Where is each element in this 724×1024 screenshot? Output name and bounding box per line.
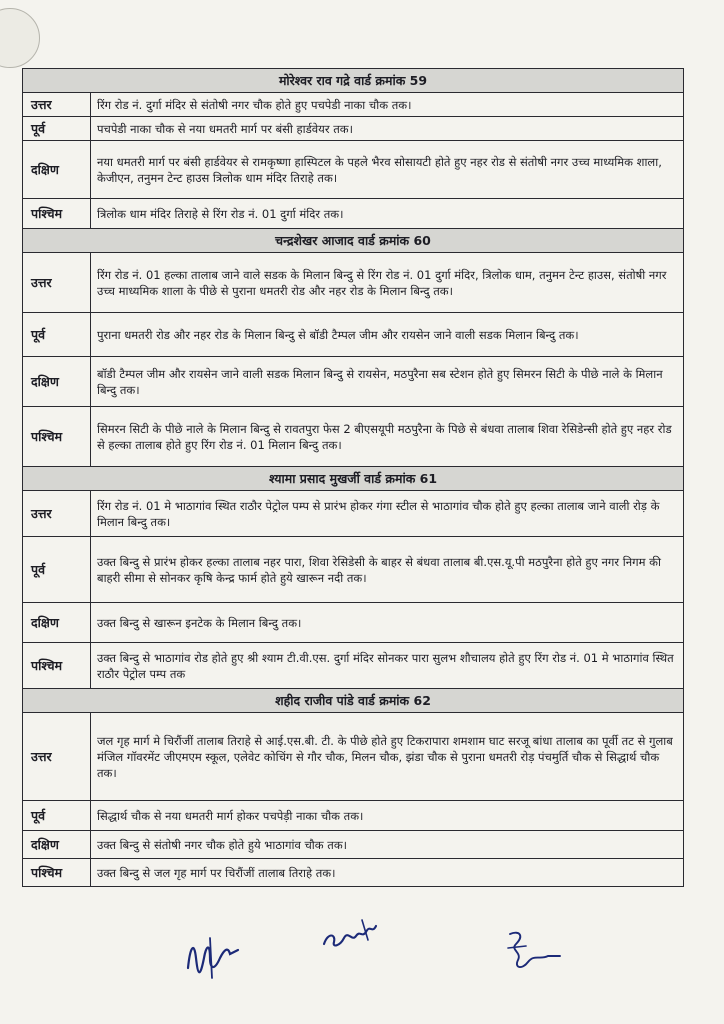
boundary-description: रिंग रोड नं. दुर्गा मंदिर से संतोषी नगर चौक होते हुए पचपेडी नाका चौक तक। [91, 93, 684, 117]
boundary-row [23, 313, 684, 357]
boundary-description: सिमरन सिटी के पीछे नाले के मिलान बिन्दु से रावतपुरा फेस 2 बीएसयूपी मठपुरैना के पिछे से बंधवा तालाब शिवा रेसिडेन्सी होते हुए नहर रोड से हल्का तालाब होते हुए रिंग रोड नं. 01 मिलान बिन्दु तक। [91, 407, 684, 467]
direction-label: दक्षिण [23, 831, 91, 859]
signature-1 [180, 928, 250, 988]
boundary-row [23, 603, 684, 643]
boundary-row [23, 357, 684, 407]
boundary-row [23, 253, 684, 313]
boundary-description: नया धमतरी मार्ग पर बंसी हार्डवेयर से रामकृष्णा हास्पिटल के पहले भैरव सोसायटी होते हुए नहर रोड से संतोषी नगर उच्च माध्यमिक शाला, केजीएन, तनुमन टेन्ट हाउस त्रिलोक धाम मंदिर तिराहे तक। [91, 141, 684, 199]
signature-2 [318, 912, 388, 956]
direction-label: दक्षिण [23, 141, 91, 199]
direction-label: पूर्व [23, 537, 91, 603]
boundary-description: उक्त बिन्दु से खारून इनटेक के मिलान बिन्दु तक। [91, 603, 684, 643]
direction-label: दक्षिण [23, 603, 91, 643]
boundary-row [23, 859, 684, 887]
direction-label: पश्चिम [23, 199, 91, 229]
boundary-row [23, 831, 684, 859]
boundary-row [23, 713, 684, 801]
ward-title: श्यामा प्रसाद मुखर्जी वार्ड क्रमांक 61 [23, 467, 684, 491]
boundary-description: सिद्धार्थ चौक से नया धमतरी मार्ग होकर पचपेड़ी नाका चौक तक। [91, 801, 684, 831]
direction-label: उत्तर [23, 93, 91, 117]
direction-label: पूर्व [23, 117, 91, 141]
boundary-row [23, 643, 684, 689]
boundary-description: उक्त बिन्दु से संतोषी नगर चौक होते हुये भाठागांव चौक तक। [91, 831, 684, 859]
direction-label: उत्तर [23, 713, 91, 801]
ward-header [23, 69, 684, 93]
boundary-description: रिंग रोड नं. 01 हल्का तालाब जाने वाले सडक के मिलान बिन्दु से रिंग रोड नं. 01 दुर्गा मंदिर, त्रिलोक धाम, तनुमन टेन्ट हाउस, संतोषी नगर उच्च माध्यमिक शाला के पीछे से पुराना धमतरी रोड और नहर रोड के मिलान बिन्दु तक। [91, 253, 684, 313]
boundary-description: जल गृह मार्ग मे चिरौंजीं तालाब तिराहे से आई.एस.बी. टी. के पीछे होते हुए टिकरापारा शमशाम घाट सरजू बांधा तालाब का पूर्वी तट से गुलाब मंजिल गॉवरमेंट जीएमएम स्कूल, एलेवेट कोचिंग से गौर चौक, मिलन चौक, झंडा चौक से पुराना धमतरी रोड़ पंचमुर्ति चौक से सिद्धार्थ चौक तक। [91, 713, 684, 801]
direction-label: पश्चिम [23, 407, 91, 467]
boundary-row [23, 141, 684, 199]
boundary-row [23, 407, 684, 467]
direction-label: पूर्व [23, 801, 91, 831]
direction-label: दक्षिण [23, 357, 91, 407]
direction-label: पश्चिम [23, 643, 91, 689]
corner-stamp-mark [0, 8, 40, 68]
boundary-description: उक्त बिन्दु से भाठागांव रोड होते हुए श्री श्याम टी.वी.एस. दुर्गा मंदिर सोनकर पारा सुलभ शौचालय होते हुए रिंग रोड नं. 01 मे भाठागांव स्थित राठौर पेट्रोल पम्प तक [91, 643, 684, 689]
ward-title: चन्द्रशेखर आजाद वार्ड क्रमांक 60 [23, 229, 684, 253]
boundary-row [23, 537, 684, 603]
ward-title: शहीद राजीव पांडे वार्ड क्रमांक 62 [23, 689, 684, 713]
boundary-row [23, 93, 684, 117]
boundary-row [23, 801, 684, 831]
ward-header [23, 689, 684, 713]
ward-boundary-document [22, 68, 684, 887]
boundary-description: रिंग रोड नं. 01 मे भाठागांव स्थित राठौर पेट्रोल पम्प से प्रारंभ होकर गंगा स्टील से भाठागांव चौक होते हुए हल्का तालाब जाने वाली रोड़ के मिलान बिन्दु तक। [91, 491, 684, 537]
ward-header [23, 229, 684, 253]
signature-3 [500, 922, 570, 982]
ward-header [23, 467, 684, 491]
boundary-row [23, 117, 684, 141]
direction-label: पूर्व [23, 313, 91, 357]
direction-label: पश्चिम [23, 859, 91, 887]
boundary-row [23, 199, 684, 229]
direction-label: उत्तर [23, 253, 91, 313]
boundary-description: त्रिलोक धाम मंदिर तिराहे से रिंग रोड नं. 01 दुर्गा मंदिर तक। [91, 199, 684, 229]
ward-title: मोरेश्वर राव गद्रे वार्ड क्रमांक 59 [23, 69, 684, 93]
direction-label: उत्तर [23, 491, 91, 537]
boundary-description: उक्त बिन्दु से जल गृह मार्ग पर चिरौंजीं तालाब तिराहे तक। [91, 859, 684, 887]
boundary-description: बॉडी टैम्पल जीम और रायसेन जाने वाली सडक मिलान बिन्दु से रायसेन, मठपुरैना सब स्टेशन होते हुए सिमरन सिटी के पीछे नाले के मिलान बिन्दु तक। [91, 357, 684, 407]
boundary-row [23, 491, 684, 537]
ward-boundary-table [22, 68, 684, 887]
boundary-description: पुराना धमतरी रोड और नहर रोड के मिलान बिन्दु से बॉडी टैम्पल जीम और रायसेन जाने वाली सडक मिलान बिन्दु तक। [91, 313, 684, 357]
boundary-description: पचपेडी नाका चौक से नया धमतरी मार्ग पर बंसी हार्डवेयर तक। [91, 117, 684, 141]
boundary-description: उक्त बिन्दु से प्रारंभ होकर हल्का तालाब नहर पारा, शिवा रेसिडेसी के बाहर से बंधवा तालाब बी.एस.यू.पी मठपुरैना होते हुए नगर निगम की बाहरी सीमा से सोनकर कृषि केन्द्र फार्म होते हुये खारून नदी तक। [91, 537, 684, 603]
